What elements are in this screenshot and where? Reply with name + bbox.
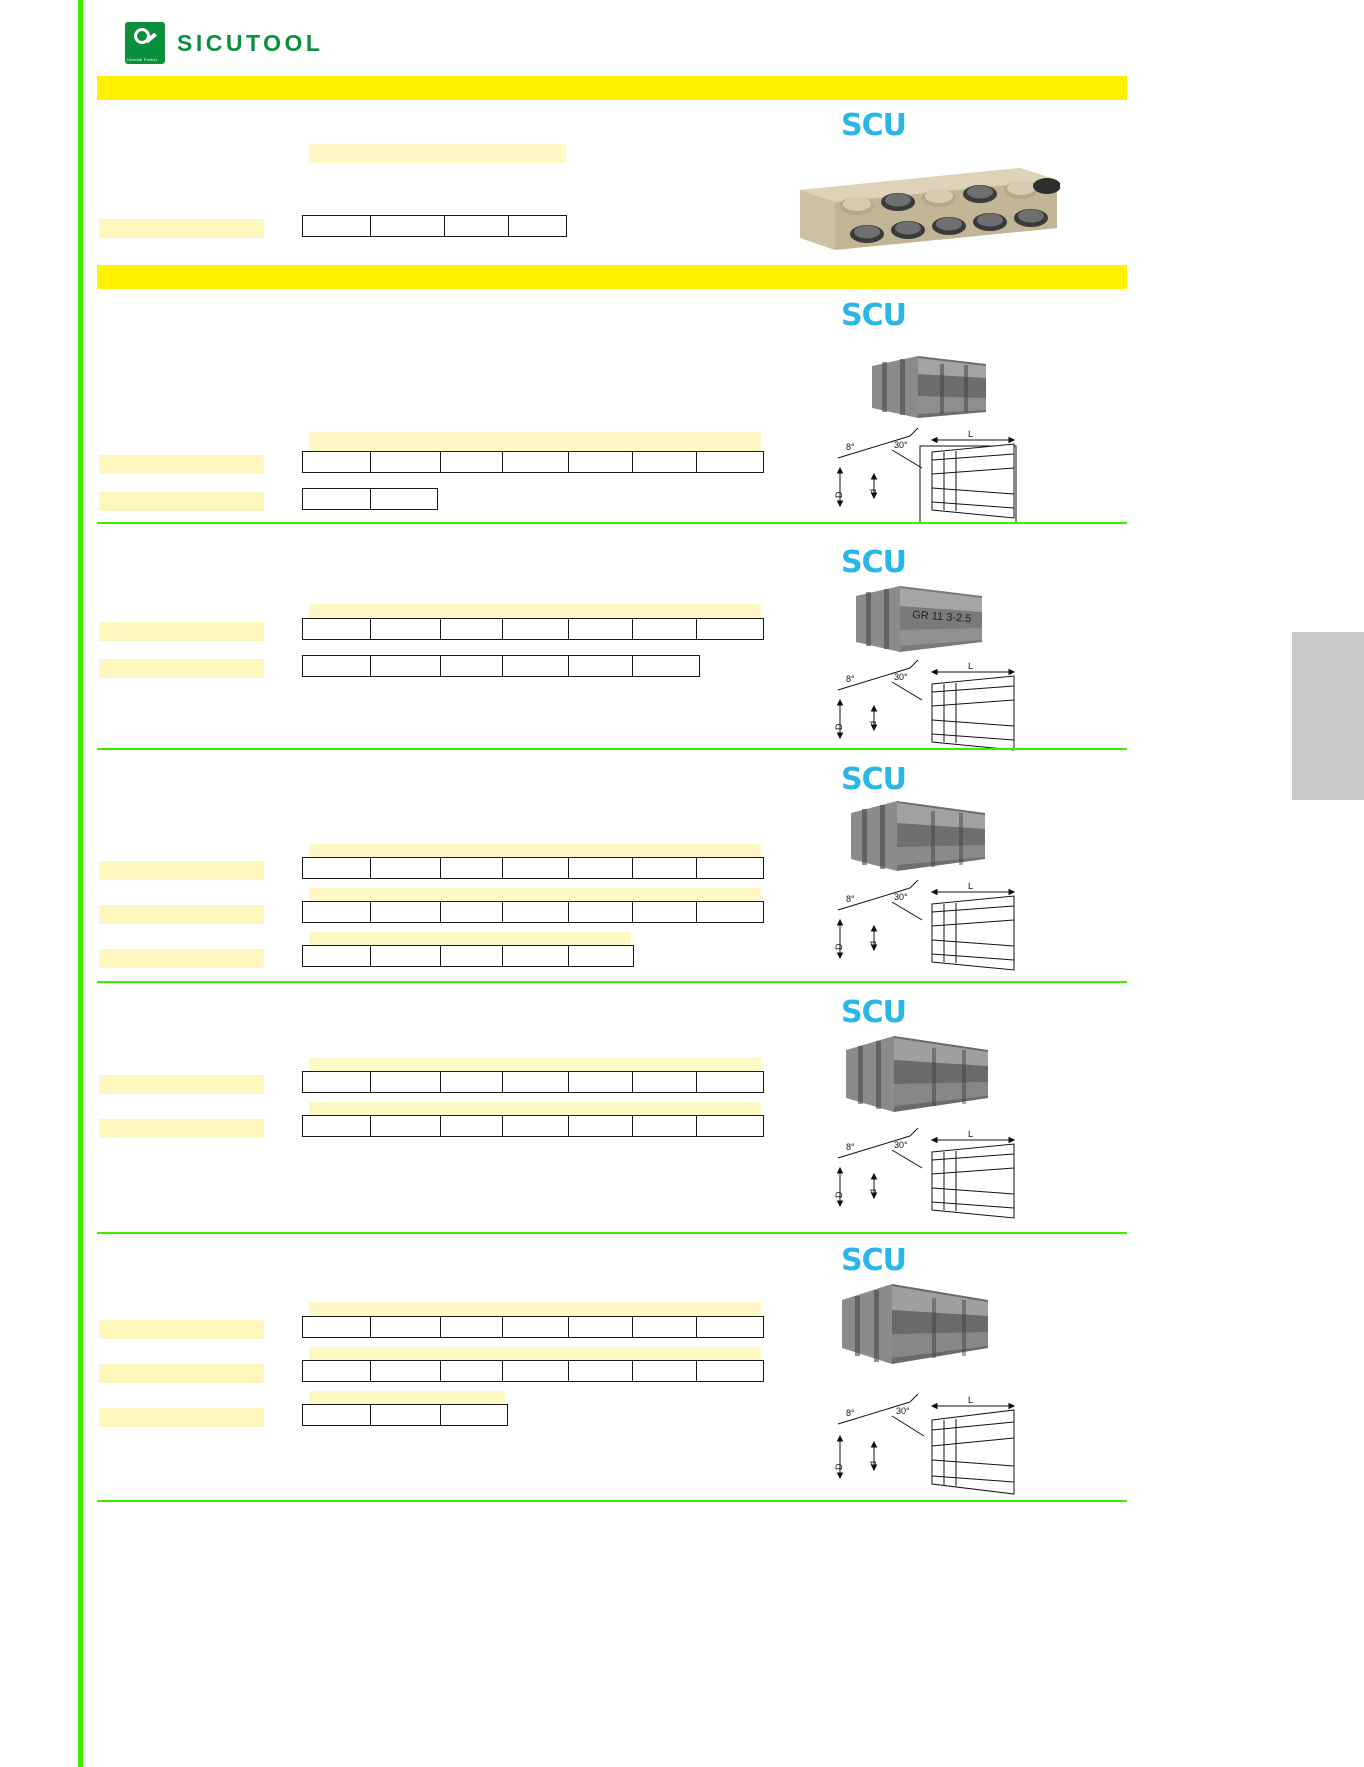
table-cell[interactable] bbox=[303, 489, 371, 509]
table-cell[interactable] bbox=[441, 452, 503, 472]
table-cell[interactable] bbox=[633, 1317, 697, 1337]
table-cell[interactable] bbox=[697, 1361, 763, 1381]
section3-table-1[interactable] bbox=[302, 618, 764, 640]
scu-logo-6: SCU bbox=[841, 1243, 906, 1278]
table-cell[interactable] bbox=[441, 1072, 503, 1092]
collet-rack-photo bbox=[795, 150, 1060, 265]
separator-1 bbox=[97, 522, 1127, 524]
table-cell[interactable] bbox=[441, 858, 503, 878]
collet-dimension-drawing-6 bbox=[832, 1392, 1027, 1502]
collet-photo-2 bbox=[866, 352, 1016, 429]
section6-row-label-2 bbox=[99, 1364, 264, 1383]
collet-photo-6 bbox=[836, 1278, 1021, 1375]
section6-table-2[interactable] bbox=[302, 1360, 764, 1382]
table-cell[interactable] bbox=[569, 858, 633, 878]
table-cell[interactable] bbox=[371, 1361, 441, 1381]
table-cell[interactable] bbox=[371, 452, 441, 472]
svg-text:30°: 30° bbox=[894, 672, 908, 682]
table-cell[interactable] bbox=[303, 902, 371, 922]
table-cell[interactable] bbox=[569, 1072, 633, 1092]
svg-text:D: D bbox=[834, 1191, 844, 1198]
scu-logo-5: SCU bbox=[841, 995, 906, 1030]
table-cell[interactable] bbox=[633, 858, 697, 878]
section4-row-label-1 bbox=[99, 861, 264, 880]
table-cell[interactable] bbox=[303, 1405, 371, 1425]
svg-text:D: D bbox=[834, 943, 844, 950]
separator-4 bbox=[97, 1232, 1127, 1234]
section6-table-1[interactable] bbox=[302, 1316, 764, 1338]
svg-text:8°: 8° bbox=[846, 442, 855, 452]
separator-2 bbox=[97, 748, 1127, 750]
separator-5 bbox=[97, 1500, 1127, 1502]
collet-dimension-drawing-2 bbox=[832, 428, 1027, 524]
table-cell[interactable] bbox=[503, 858, 569, 878]
section-band-1 bbox=[97, 76, 1127, 100]
section1-row-label bbox=[99, 219, 264, 238]
section2-table-1[interactable] bbox=[302, 451, 764, 473]
table-cell[interactable] bbox=[569, 946, 633, 966]
collet-photo-5 bbox=[840, 1030, 1020, 1123]
section2-table-2[interactable] bbox=[302, 488, 438, 510]
table-cell[interactable] bbox=[509, 216, 566, 236]
table-cell[interactable] bbox=[303, 858, 371, 878]
section2-row-label-1 bbox=[99, 455, 264, 474]
table-cell[interactable] bbox=[633, 452, 697, 472]
section4-row-label-2 bbox=[99, 905, 264, 924]
brand-name: SICUTOOL bbox=[177, 29, 324, 56]
table-cell[interactable] bbox=[503, 1317, 569, 1337]
table-cell[interactable] bbox=[303, 619, 371, 639]
table-cell[interactable] bbox=[569, 619, 633, 639]
table-cell[interactable] bbox=[371, 1405, 441, 1425]
left-green-rule bbox=[78, 0, 83, 1767]
table-cell[interactable] bbox=[503, 1361, 569, 1381]
collet-photo-3 bbox=[850, 580, 1010, 663]
table-cell[interactable] bbox=[569, 1116, 633, 1136]
table-cell[interactable] bbox=[569, 656, 633, 676]
table-cell[interactable] bbox=[371, 858, 441, 878]
table-cell[interactable] bbox=[633, 902, 697, 922]
table-cell[interactable] bbox=[633, 1072, 697, 1092]
table-cell[interactable] bbox=[569, 902, 633, 922]
table-cell[interactable] bbox=[371, 656, 441, 676]
section3-table-2[interactable] bbox=[302, 655, 700, 677]
svg-text:8°: 8° bbox=[846, 674, 855, 684]
table-cell[interactable] bbox=[303, 1116, 371, 1136]
table-cell[interactable] bbox=[441, 656, 503, 676]
section4-table-3[interactable] bbox=[302, 945, 634, 967]
svg-text:L: L bbox=[968, 661, 974, 671]
logo-subtext: Utensili Pratici bbox=[127, 57, 158, 62]
section5-table-2[interactable] bbox=[302, 1115, 764, 1137]
collet-dimension-drawing-5 bbox=[832, 1128, 1027, 1224]
collet-dimension-drawing-4 bbox=[832, 880, 1027, 976]
table-cell[interactable] bbox=[503, 902, 569, 922]
table-cell[interactable] bbox=[303, 656, 371, 676]
table-cell[interactable] bbox=[441, 902, 503, 922]
section3-row-label-1 bbox=[99, 622, 264, 641]
table-cell[interactable] bbox=[569, 1361, 633, 1381]
table-cell[interactable] bbox=[303, 216, 371, 236]
svg-text:L: L bbox=[968, 429, 974, 439]
table-cell[interactable] bbox=[371, 216, 445, 236]
section2-header-highlight bbox=[309, 432, 761, 451]
table-cell[interactable] bbox=[371, 619, 441, 639]
table-cell[interactable] bbox=[503, 1072, 569, 1092]
table-cell[interactable] bbox=[371, 1317, 441, 1337]
svg-text:L: L bbox=[968, 1129, 974, 1139]
section-band-2 bbox=[97, 265, 1127, 289]
section6-table-3[interactable] bbox=[302, 1404, 508, 1426]
svg-text:30°: 30° bbox=[896, 1406, 910, 1416]
table-cell[interactable] bbox=[503, 619, 569, 639]
table-cell[interactable] bbox=[441, 1405, 507, 1425]
svg-text:D: D bbox=[834, 723, 844, 730]
table-cell[interactable] bbox=[303, 946, 371, 966]
table-cell[interactable] bbox=[569, 1317, 633, 1337]
table-cell[interactable] bbox=[303, 1317, 371, 1337]
table-cell[interactable] bbox=[697, 858, 763, 878]
table-cell[interactable] bbox=[503, 452, 569, 472]
table-cell[interactable] bbox=[441, 946, 503, 966]
svg-text:d: d bbox=[868, 1188, 878, 1194]
section3-row-label-2 bbox=[99, 659, 264, 678]
svg-text:GR 11 3-2.5: GR 11 3-2.5 bbox=[911, 609, 972, 626]
section4-row-label-3 bbox=[99, 949, 264, 968]
svg-text:30°: 30° bbox=[894, 892, 908, 902]
scu-logo-3: SCU bbox=[841, 545, 906, 580]
table-cell[interactable] bbox=[697, 1317, 763, 1337]
table-cell[interactable] bbox=[697, 452, 763, 472]
section6-row-label-1 bbox=[99, 1320, 264, 1339]
table-cell[interactable] bbox=[371, 1072, 441, 1092]
section1-header-highlight bbox=[309, 144, 566, 163]
svg-text:D: D bbox=[834, 1463, 844, 1470]
sicutool-mark-icon bbox=[125, 22, 165, 64]
table-cell[interactable] bbox=[633, 1361, 697, 1381]
svg-text:30°: 30° bbox=[894, 440, 908, 450]
table-cell[interactable] bbox=[697, 1116, 763, 1136]
table-cell[interactable] bbox=[697, 902, 763, 922]
section2-row-label-2 bbox=[99, 492, 264, 511]
svg-text:L: L bbox=[968, 881, 974, 891]
table-cell[interactable] bbox=[371, 489, 437, 509]
table-cell[interactable] bbox=[697, 619, 763, 639]
table-cell[interactable] bbox=[441, 1317, 503, 1337]
scu-logo-2: SCU bbox=[841, 298, 906, 333]
table-cell[interactable] bbox=[303, 1361, 371, 1381]
svg-text:L: L bbox=[968, 1395, 974, 1405]
svg-text:d: d bbox=[868, 720, 878, 726]
table-cell[interactable] bbox=[441, 1116, 503, 1136]
table-cell[interactable] bbox=[503, 946, 569, 966]
table-cell[interactable] bbox=[371, 1116, 441, 1136]
section4-table-2[interactable] bbox=[302, 901, 764, 923]
table-cell[interactable] bbox=[503, 1116, 569, 1136]
svg-text:D: D bbox=[834, 491, 844, 498]
table-cell[interactable] bbox=[441, 619, 503, 639]
table-cell[interactable] bbox=[441, 1361, 503, 1381]
section5-row-label-2 bbox=[99, 1119, 264, 1138]
table-cell[interactable] bbox=[633, 1116, 697, 1136]
table-cell[interactable] bbox=[503, 656, 569, 676]
section5-row-label-1 bbox=[99, 1075, 264, 1094]
table-cell[interactable] bbox=[633, 619, 697, 639]
svg-text:8°: 8° bbox=[846, 894, 855, 904]
section4-table-1[interactable] bbox=[302, 857, 764, 879]
collet-photo-4 bbox=[845, 795, 1015, 882]
table-cell[interactable] bbox=[633, 656, 699, 676]
svg-text:d: d bbox=[868, 1460, 878, 1466]
collet-dimension-drawing-3 bbox=[832, 660, 1027, 756]
table-cell[interactable] bbox=[569, 452, 633, 472]
table-cell[interactable] bbox=[303, 452, 371, 472]
table-cell[interactable] bbox=[697, 1072, 763, 1092]
section5-table-1[interactable] bbox=[302, 1071, 764, 1093]
table-cell[interactable] bbox=[371, 902, 441, 922]
scu-logo-1: SCU bbox=[841, 108, 906, 143]
svg-text:30°: 30° bbox=[894, 1140, 908, 1150]
table-cell[interactable] bbox=[371, 946, 441, 966]
table-cell[interactable] bbox=[445, 216, 509, 236]
svg-text:8°: 8° bbox=[846, 1142, 855, 1152]
table-cell[interactable] bbox=[303, 1072, 371, 1092]
svg-text:d: d bbox=[868, 940, 878, 946]
svg-text:8°: 8° bbox=[846, 1408, 855, 1418]
scu-logo-4: SCU bbox=[841, 762, 906, 797]
brand-logo bbox=[125, 22, 323, 64]
separator-3 bbox=[97, 981, 1127, 983]
section6-row-label-3 bbox=[99, 1408, 264, 1427]
svg-text:d: d bbox=[868, 488, 878, 494]
section1-table[interactable] bbox=[302, 215, 567, 237]
side-index-tab bbox=[1292, 632, 1364, 800]
